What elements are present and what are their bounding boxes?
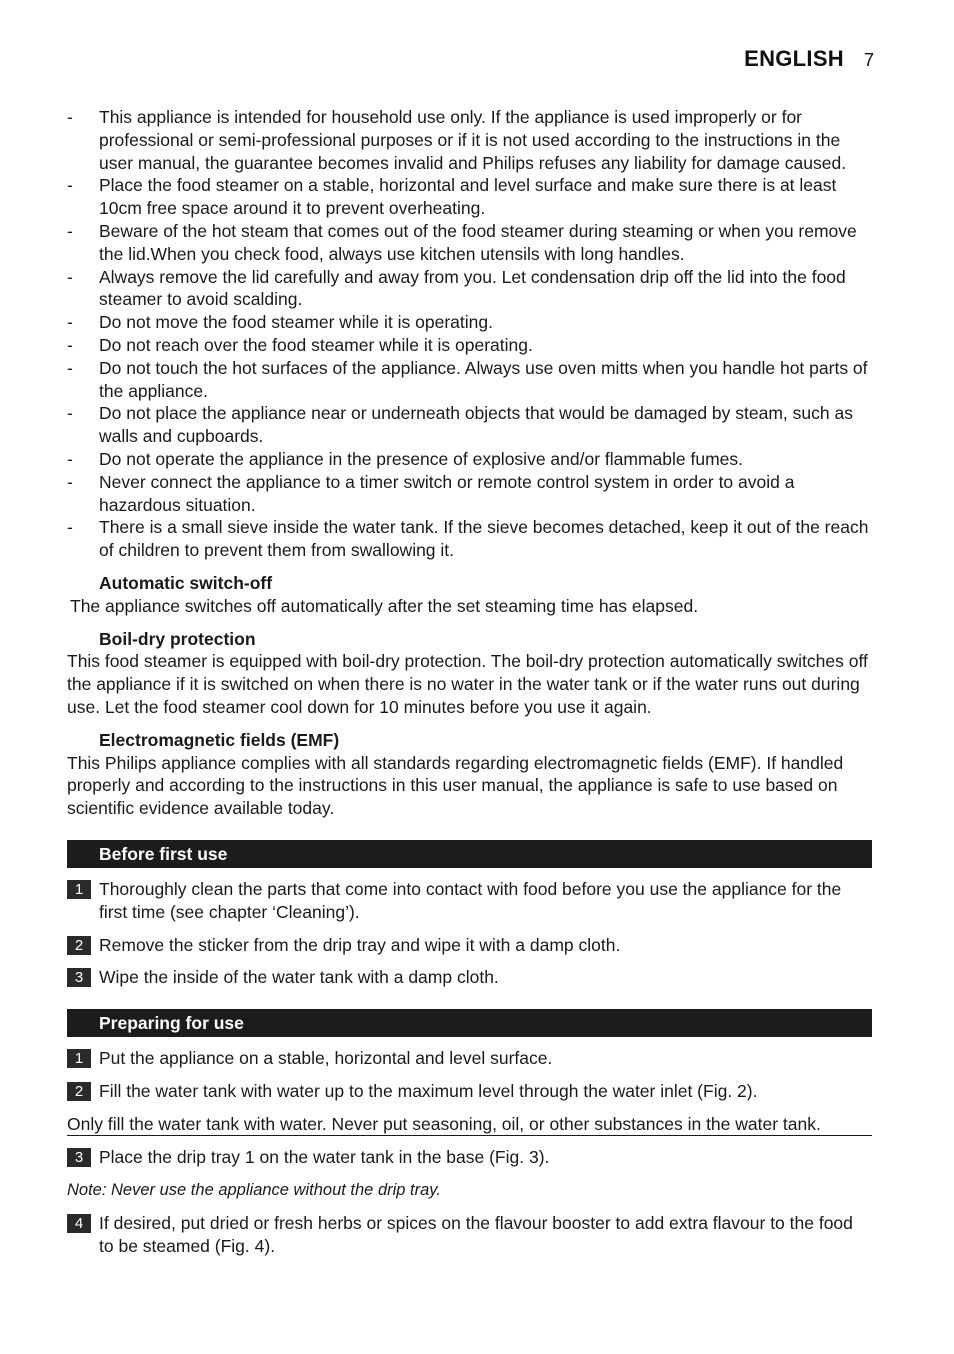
boil-dry-text: This food steamer is equipped with boil-dry protection. The boil-dry protection automatically switches off the appliance if it is switched on when there is no water in the water tank or if the water runs out during use. Let the food steamer cool down for 10 minutes before you use it again. bbox=[67, 651, 868, 717]
section-before-first-use: Before first use bbox=[67, 840, 872, 868]
emf-text: This Philips appliance complies with all standards regarding electromagnetic fields (EMF). If handled properly and according to the instructions in this user manual, the appliance is safe to use based on scientific evidence available today. bbox=[67, 752, 844, 819]
list-item: - This appliance is intended for household use only. If the appliance is used improperly or for professional or semi-professional purposes or if it is not used according to the instructions in the user manual, the guarantee becomes invalid and Philips refuses any liability for damage caused. bbox=[67, 106, 872, 174]
emf-heading: Electromagnetic fields (EMF) bbox=[99, 729, 340, 750]
note-text: Note: Never use the appliance without the drip tray. bbox=[67, 1181, 441, 1200]
boil-dry-heading: Boil-dry protection bbox=[99, 628, 256, 649]
list-item: - Do not move the food steamer while it is operating. bbox=[67, 311, 872, 334]
step-number: 1 bbox=[67, 880, 91, 899]
step-text: Thoroughly clean the parts that come into contact with food before you use the appliance for the first time (see chapter ‘Cleaning’). bbox=[99, 878, 842, 922]
list-item: - Do not touch the hot surfaces of the appliance. Always use oven mitts when you handle hot parts of the appliance. bbox=[67, 357, 872, 403]
list-item: - There is a small sieve inside the water tank. If the sieve becomes detached, keep it out of the reach of children to prevent them from swallowing it. bbox=[67, 516, 872, 562]
step-item bbox=[67, 934, 872, 957]
list-item: - Place the food steamer on a stable, horizontal and level surface and make sure there is at least 10cm free space around it to prevent overheating. bbox=[67, 174, 872, 220]
list-item: - Never connect the appliance to a timer switch or remote control system in order to avoid a hazardous situation. bbox=[67, 471, 872, 517]
step-item bbox=[67, 878, 872, 924]
warning-text: Only fill the water tank with water. Never put seasoning, oil, or other substances in the water tank. bbox=[67, 1113, 872, 1137]
list-item: - Do not reach over the food steamer while it is operating. bbox=[67, 334, 872, 357]
page-content bbox=[67, 106, 872, 1258]
page-number: 7 bbox=[863, 50, 874, 70]
step-text: Wipe the inside of the water tank with a damp cloth. bbox=[99, 967, 499, 988]
safety-list bbox=[67, 106, 872, 562]
step-text: If desired, put dried or fresh herbs or spices on the flavour booster to add extra flavour to the food to be steamed (Fig. 4). bbox=[99, 1213, 853, 1256]
step-text: Fill the water tank with water up to the maximum level through the water inlet (Fig. 2). bbox=[99, 1080, 758, 1101]
step-number: 1 bbox=[67, 1049, 91, 1068]
language-label: ENGLISH bbox=[744, 46, 844, 71]
step-item bbox=[67, 1080, 872, 1103]
step-item bbox=[67, 966, 872, 989]
step-text: Remove the sticker from the drip tray and wipe it with a damp cloth. bbox=[99, 934, 621, 955]
list-item: - Do not place the appliance near or underneath objects that would be damaged by steam, such as walls and cupboards. bbox=[67, 402, 872, 448]
step-number: 4 bbox=[67, 1214, 91, 1233]
auto-switch-off-text: The appliance switches off automatically after the set steaming time has elapsed. bbox=[70, 595, 699, 616]
step-text: Place the drip tray 1 on the water tank in the base (Fig. 3). bbox=[99, 1147, 550, 1168]
step-number: 3 bbox=[67, 1148, 91, 1167]
step-text: Put the appliance on a stable, horizontal and level surface. bbox=[99, 1048, 553, 1069]
step-number: 3 bbox=[67, 968, 91, 987]
list-item: - Beware of the hot steam that comes out of the food steamer during steaming or when you remove the lid.When you check food, always use kitchen utensils with long handles. bbox=[67, 220, 872, 266]
list-item: - Do not operate the appliance in the presence of explosive and/or flammable fumes. bbox=[67, 448, 872, 471]
step-item bbox=[67, 1212, 872, 1258]
step-number: 2 bbox=[67, 1082, 91, 1101]
step-item bbox=[67, 1047, 872, 1070]
auto-switch-off-heading: Automatic switch-off bbox=[99, 572, 273, 593]
step-number: 2 bbox=[67, 936, 91, 955]
page-header bbox=[744, 46, 874, 72]
list-item: - Always remove the lid carefully and away from you. Let condensation drip off the lid into the food steamer to avoid scalding. bbox=[67, 266, 872, 312]
step-item bbox=[67, 1146, 872, 1169]
section-preparing-for-use: Preparing for use bbox=[67, 1009, 872, 1037]
